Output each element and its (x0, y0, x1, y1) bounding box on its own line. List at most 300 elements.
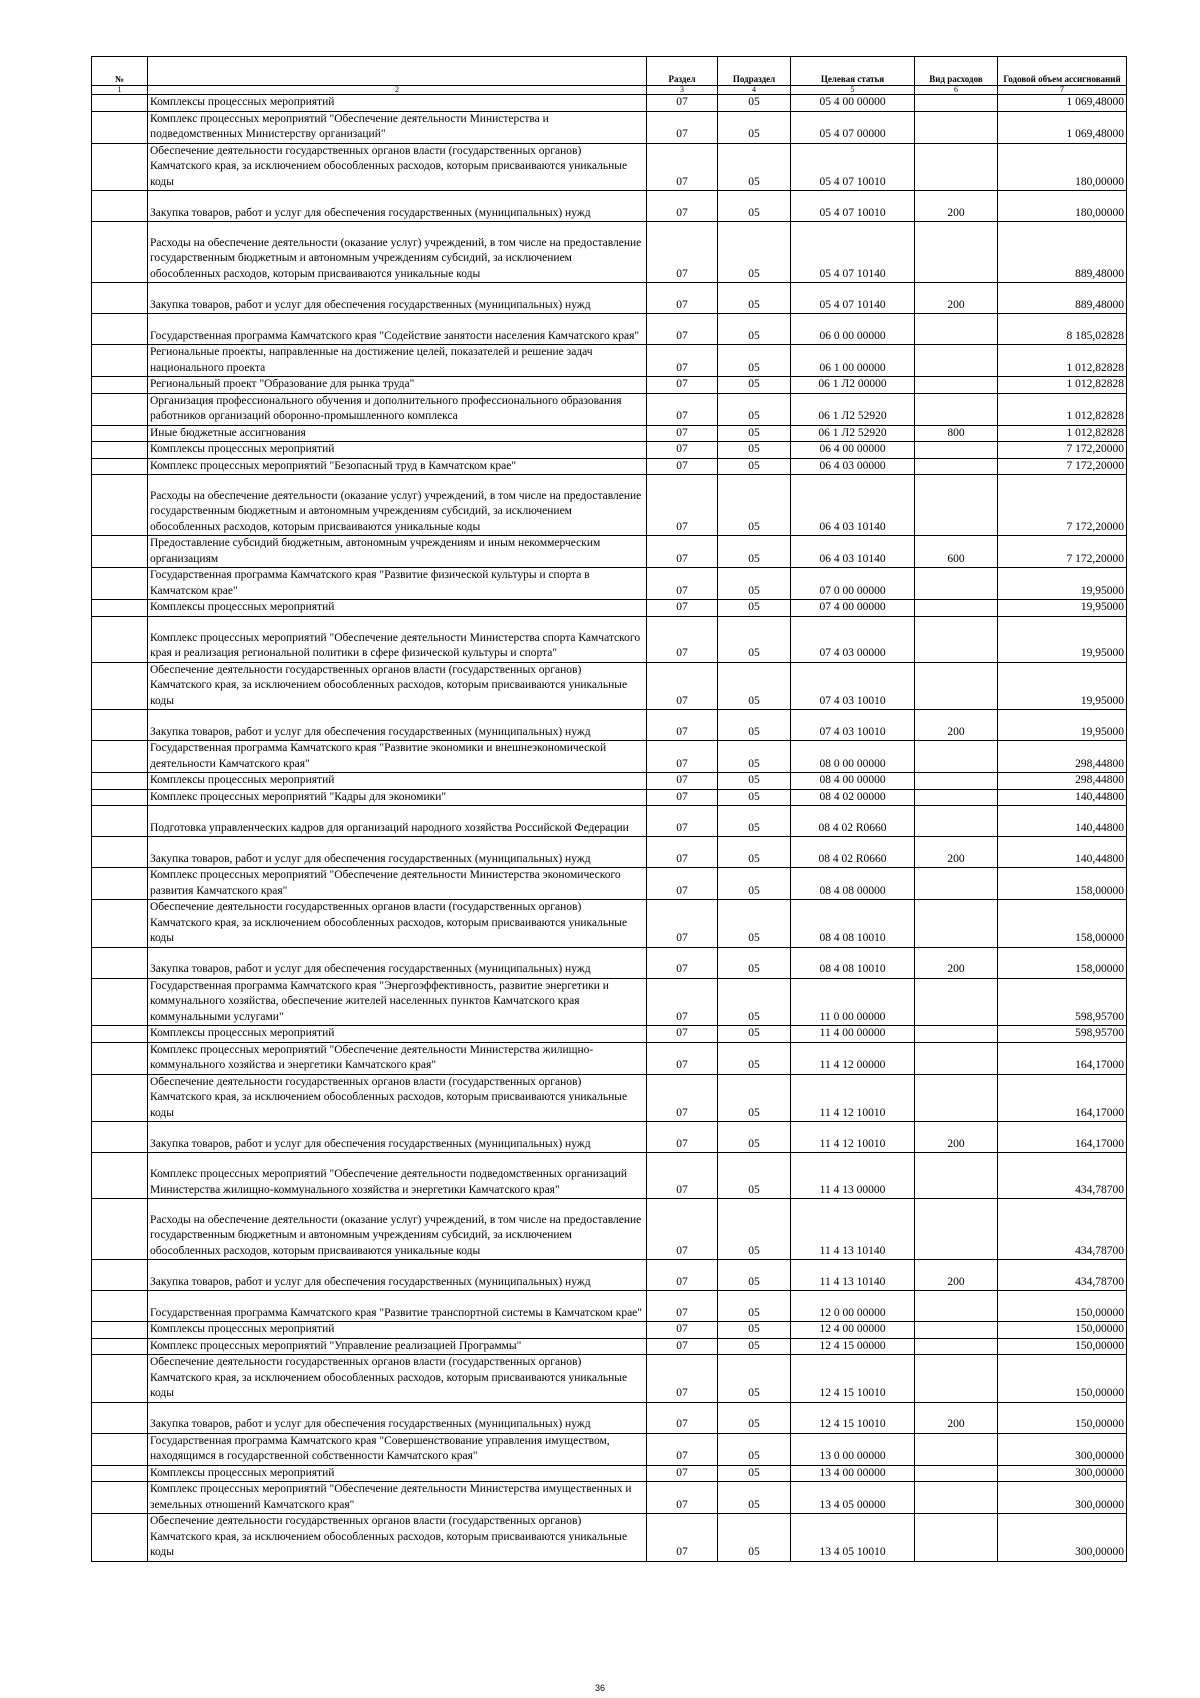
row-target-code: 06 0 00 00000 (791, 314, 915, 345)
table-row (92, 978, 1127, 1026)
row-target-code: 07 4 03 00000 (791, 616, 915, 662)
row-subsection: 05 (718, 1402, 791, 1433)
row-target-code: 08 4 08 10010 (791, 900, 915, 948)
row-number-cell (92, 475, 148, 536)
header-subsection: Подраздел (718, 57, 791, 86)
row-number-cell (92, 1042, 148, 1074)
row-number-cell (92, 536, 148, 568)
row-number-cell (92, 1465, 148, 1482)
row-amount: 889,48000 (998, 222, 1127, 283)
row-subsection: 05 (718, 806, 791, 837)
row-number-cell (92, 900, 148, 948)
table-row (92, 789, 1127, 806)
row-number-cell (92, 1074, 148, 1122)
row-expense-type (915, 662, 998, 710)
row-target-code: 11 4 13 10140 (791, 1199, 915, 1260)
row-name: Комплекс процессных мероприятий "Обеспечение деятельности Министерства имущественных и земельных отношений Камчатского края" (148, 1482, 647, 1514)
table-row (92, 1402, 1127, 1433)
row-expense-type (915, 1042, 998, 1074)
table-row (92, 314, 1127, 345)
row-expense-type (915, 789, 998, 806)
row-name: Обеспечение деятельности государственных органов власти (государственных органов) Камчатского края, за исключением обособленных расходов, которым присваиваются уникальные коды (148, 143, 647, 191)
row-amount: 598,95700 (998, 1026, 1127, 1043)
row-name: Расходы на обеспечение деятельности (оказание услуг) учреждений, в том числе на предоставление государственным бюджетным и автономным учреждениям субсидий, за исключением обособленных расходов, которым присваиваются уникальные коды (148, 222, 647, 283)
row-name: Закупка товаров, работ и услуг для обеспечения государственных (муниципальных) нужд (148, 1122, 647, 1153)
table-row (92, 458, 1127, 475)
row-target-code: 12 4 15 10010 (791, 1355, 915, 1403)
row-target-code: 05 4 07 10010 (791, 143, 915, 191)
row-section: 07 (647, 111, 718, 143)
row-name: Комплексы процессных мероприятий (148, 442, 647, 459)
row-expense-type (915, 1153, 998, 1199)
row-name: Комплексы процессных мероприятий (148, 95, 647, 112)
table-row (92, 806, 1127, 837)
row-subsection: 05 (718, 1482, 791, 1514)
table-row (92, 947, 1127, 978)
row-target-code: 06 1 00 00000 (791, 345, 915, 377)
row-target-code: 06 4 03 10140 (791, 536, 915, 568)
row-section: 07 (647, 345, 718, 377)
table-row (92, 1153, 1127, 1199)
header-amount: Годовой объем ассигнований (998, 57, 1127, 86)
row-section: 07 (647, 1402, 718, 1433)
row-name: Закупка товаров, работ и услуг для обеспечения государственных (муниципальных) нужд (148, 710, 647, 741)
row-target-code: 13 4 05 10010 (791, 1514, 915, 1562)
row-number-cell (92, 425, 148, 442)
row-expense-type (915, 143, 998, 191)
row-amount: 300,00000 (998, 1482, 1127, 1514)
row-amount: 7 172,20000 (998, 458, 1127, 475)
row-section: 07 (647, 1260, 718, 1291)
table-row (92, 837, 1127, 868)
table-row (92, 393, 1127, 425)
row-target-code: 11 4 13 10140 (791, 1260, 915, 1291)
row-subsection: 05 (718, 458, 791, 475)
table-row (92, 600, 1127, 617)
row-amount: 434,78700 (998, 1260, 1127, 1291)
row-expense-type (915, 806, 998, 837)
row-number-cell (92, 947, 148, 978)
row-amount: 19,95000 (998, 616, 1127, 662)
row-name: Закупка товаров, работ и услуг для обеспечения государственных (муниципальных) нужд (148, 1402, 647, 1433)
row-number-cell (92, 111, 148, 143)
row-expense-type: 200 (915, 837, 998, 868)
row-subsection: 05 (718, 837, 791, 868)
row-expense-type (915, 95, 998, 112)
row-number-cell (92, 1153, 148, 1199)
row-expense-type (915, 1514, 998, 1562)
row-subsection: 05 (718, 1355, 791, 1403)
row-amount: 1 012,82828 (998, 377, 1127, 394)
column-number: 6 (915, 86, 998, 95)
row-section: 07 (647, 741, 718, 773)
row-name: Организация профессионального обучения и дополнительного профессионального образования работников организаций оборонно-промышленного комплекса (148, 393, 647, 425)
table-row (92, 773, 1127, 790)
row-expense-type (915, 1199, 998, 1260)
row-number-cell (92, 143, 148, 191)
row-name: Комплексы процессных мероприятий (148, 1322, 647, 1339)
row-section: 07 (647, 1322, 718, 1339)
header-name (148, 57, 647, 86)
column-number: 4 (718, 86, 791, 95)
table-row (92, 1355, 1127, 1403)
row-section: 07 (647, 837, 718, 868)
row-name: Обеспечение деятельности государственных органов власти (государственных органов) Камчатского края, за исключением обособленных расходов, которым присваиваются уникальные коды (148, 662, 647, 710)
row-subsection: 05 (718, 1338, 791, 1355)
table-row (92, 1482, 1127, 1514)
table-row (92, 1465, 1127, 1482)
row-number-cell (92, 773, 148, 790)
row-subsection: 05 (718, 111, 791, 143)
row-amount: 7 172,20000 (998, 475, 1127, 536)
row-expense-type (915, 458, 998, 475)
row-section: 07 (647, 1482, 718, 1514)
row-target-code: 06 1 Л2 52920 (791, 425, 915, 442)
row-subsection: 05 (718, 1122, 791, 1153)
row-target-code: 06 1 Л2 00000 (791, 377, 915, 394)
row-subsection: 05 (718, 536, 791, 568)
row-section: 07 (647, 662, 718, 710)
row-expense-type: 200 (915, 191, 998, 222)
row-number-cell (92, 978, 148, 1026)
budget-table (91, 56, 1127, 1562)
row-number-cell (92, 1433, 148, 1465)
row-amount: 164,17000 (998, 1074, 1127, 1122)
row-number-cell (92, 710, 148, 741)
row-section: 07 (647, 1122, 718, 1153)
row-name: Предоставление субсидий бюджетным, автономным учреждениям и иным некоммерческим организациям (148, 536, 647, 568)
row-target-code: 12 0 00 00000 (791, 1291, 915, 1322)
row-target-code: 13 0 00 00000 (791, 1433, 915, 1465)
row-amount: 150,00000 (998, 1291, 1127, 1322)
row-target-code: 08 4 08 00000 (791, 868, 915, 900)
table-row (92, 1074, 1127, 1122)
row-expense-type (915, 600, 998, 617)
row-name: Обеспечение деятельности государственных органов власти (государственных органов) Камчатского края, за исключением обособленных расходов, которым присваиваются уникальные коды (148, 1074, 647, 1122)
row-name: Государственная программа Камчатского края "Развитие транспортной системы в Камчатском крае" (148, 1291, 647, 1322)
row-name: Иные бюджетные ассигнования (148, 425, 647, 442)
row-subsection: 05 (718, 1042, 791, 1074)
row-amount: 298,44800 (998, 773, 1127, 790)
row-name: Комплексы процессных мероприятий (148, 1465, 647, 1482)
row-section: 07 (647, 1153, 718, 1199)
row-section: 07 (647, 475, 718, 536)
row-section: 07 (647, 314, 718, 345)
row-name: Комплекс процессных мероприятий "Обеспечение деятельности Министерства и подведомственных Министерству организаций" (148, 111, 647, 143)
table-row (92, 283, 1127, 314)
row-subsection: 05 (718, 789, 791, 806)
row-number-cell (92, 1355, 148, 1403)
table-row (92, 95, 1127, 112)
row-number-cell (92, 868, 148, 900)
row-number-cell (92, 377, 148, 394)
row-expense-type: 200 (915, 283, 998, 314)
row-amount: 598,95700 (998, 978, 1127, 1026)
row-subsection: 05 (718, 191, 791, 222)
row-number-cell (92, 345, 148, 377)
row-expense-type (915, 1322, 998, 1339)
row-expense-type (915, 1465, 998, 1482)
row-expense-type (915, 978, 998, 1026)
row-section: 07 (647, 710, 718, 741)
row-number-cell (92, 393, 148, 425)
row-subsection: 05 (718, 425, 791, 442)
row-number-cell (92, 314, 148, 345)
row-target-code: 08 4 08 10010 (791, 947, 915, 978)
row-name: Государственная программа Камчатского края "Развитие экономики и внешнеэкономической деятельности Камчатского края" (148, 741, 647, 773)
row-target-code: 07 4 03 10010 (791, 662, 915, 710)
table-row (92, 1433, 1127, 1465)
row-subsection: 05 (718, 947, 791, 978)
row-amount: 140,44800 (998, 837, 1127, 868)
row-target-code: 06 4 03 10140 (791, 475, 915, 536)
row-name: Государственная программа Камчатского края "Содействие занятости населения Камчатского края" (148, 314, 647, 345)
row-expense-type (915, 111, 998, 143)
column-number: 2 (148, 86, 647, 95)
table-row (92, 1322, 1127, 1339)
row-target-code: 13 4 00 00000 (791, 1465, 915, 1482)
row-amount: 298,44800 (998, 741, 1127, 773)
row-amount: 164,17000 (998, 1042, 1127, 1074)
row-section: 07 (647, 616, 718, 662)
table-row (92, 741, 1127, 773)
row-section: 07 (647, 947, 718, 978)
table-row (92, 1042, 1127, 1074)
row-section: 07 (647, 1042, 718, 1074)
row-expense-type (915, 1074, 998, 1122)
table-row (92, 536, 1127, 568)
row-target-code: 08 0 00 00000 (791, 741, 915, 773)
row-section: 07 (647, 425, 718, 442)
row-section: 07 (647, 377, 718, 394)
row-name: Государственная программа Камчатского края "Совершенствование управления имуществом, находящимся в государственной собственности Камчатского края" (148, 1433, 647, 1465)
table-row (92, 442, 1127, 459)
row-expense-type: 600 (915, 536, 998, 568)
row-name: Закупка товаров, работ и услуг для обеспечения государственных (муниципальных) нужд (148, 947, 647, 978)
row-amount: 19,95000 (998, 710, 1127, 741)
row-target-code: 12 4 15 00000 (791, 1338, 915, 1355)
row-expense-type (915, 900, 998, 948)
table-row (92, 1514, 1127, 1562)
row-name: Региональный проект "Образование для рынка труда" (148, 377, 647, 394)
row-amount: 164,17000 (998, 1122, 1127, 1153)
row-section: 07 (647, 442, 718, 459)
table-body (92, 95, 1127, 1562)
row-section: 07 (647, 1074, 718, 1122)
row-amount: 158,00000 (998, 868, 1127, 900)
row-expense-type (915, 345, 998, 377)
row-subsection: 05 (718, 1291, 791, 1322)
column-number: 3 (647, 86, 718, 95)
row-section: 07 (647, 1026, 718, 1043)
row-subsection: 05 (718, 95, 791, 112)
row-section: 07 (647, 1291, 718, 1322)
table-row (92, 868, 1127, 900)
row-target-code: 05 4 07 10140 (791, 283, 915, 314)
table-row (92, 191, 1127, 222)
row-subsection: 05 (718, 1074, 791, 1122)
row-target-code: 12 4 00 00000 (791, 1322, 915, 1339)
row-name: Закупка товаров, работ и услуг для обеспечения государственных (муниципальных) нужд (148, 191, 647, 222)
row-section: 07 (647, 600, 718, 617)
row-number-cell (92, 662, 148, 710)
row-number-cell (92, 568, 148, 600)
row-section: 07 (647, 1514, 718, 1562)
row-name: Комплексы процессных мероприятий (148, 773, 647, 790)
row-section: 07 (647, 900, 718, 948)
row-target-code: 05 4 07 00000 (791, 111, 915, 143)
row-number-cell (92, 1026, 148, 1043)
table-row (92, 143, 1127, 191)
row-name: Комплекс процессных мероприятий "Обеспечение деятельности Министерства спорта Камчатского края и реализация региональной политики в сфере физической культуры и спорта" (148, 616, 647, 662)
row-amount: 1 012,82828 (998, 425, 1127, 442)
row-subsection: 05 (718, 1260, 791, 1291)
row-number-cell (92, 616, 148, 662)
row-subsection: 05 (718, 600, 791, 617)
table-row (92, 1122, 1127, 1153)
header-no: № (92, 57, 148, 86)
row-number-cell (92, 789, 148, 806)
row-section: 07 (647, 773, 718, 790)
row-number-cell (92, 1291, 148, 1322)
row-expense-type (915, 1026, 998, 1043)
row-section: 07 (647, 806, 718, 837)
row-expense-type (915, 1338, 998, 1355)
row-number-cell (92, 1199, 148, 1260)
page-number: 36 (594, 1683, 605, 1693)
row-name: Комплексы процессных мероприятий (148, 600, 647, 617)
row-target-code: 07 0 00 00000 (791, 568, 915, 600)
row-target-code: 11 4 12 10010 (791, 1074, 915, 1122)
row-name: Расходы на обеспечение деятельности (оказание услуг) учреждений, в том числе на предоставление государственным бюджетным и автономным учреждениям субсидий, за исключением обособленных расходов, которым присваиваются уникальные коды (148, 1199, 647, 1260)
row-name: Комплекс процессных мероприятий "Кадры для экономики" (148, 789, 647, 806)
row-section: 07 (647, 458, 718, 475)
row-name: Комплекс процессных мероприятий "Обеспечение деятельности Министерства экономического развития Камчатского края" (148, 868, 647, 900)
row-subsection: 05 (718, 475, 791, 536)
row-amount: 150,00000 (998, 1338, 1127, 1355)
header-expense-type: Вид расходов (915, 57, 998, 86)
table-row (92, 111, 1127, 143)
row-target-code: 11 0 00 00000 (791, 978, 915, 1026)
table-header-row (92, 57, 1127, 86)
column-number-row (92, 86, 1127, 95)
row-section: 07 (647, 1355, 718, 1403)
row-subsection: 05 (718, 1322, 791, 1339)
row-amount: 300,00000 (998, 1465, 1127, 1482)
row-name: Обеспечение деятельности государственных органов власти (государственных органов) Камчатского края, за исключением обособленных расходов, которым присваиваются уникальные коды (148, 1355, 647, 1403)
row-expense-type (915, 616, 998, 662)
row-target-code: 05 4 00 00000 (791, 95, 915, 112)
row-subsection: 05 (718, 900, 791, 948)
table-row (92, 900, 1127, 948)
row-amount: 150,00000 (998, 1355, 1127, 1403)
row-expense-type (915, 1482, 998, 1514)
row-number-cell (92, 1122, 148, 1153)
row-amount: 300,00000 (998, 1514, 1127, 1562)
table-row (92, 1026, 1127, 1043)
row-target-code: 06 4 03 00000 (791, 458, 915, 475)
table-row (92, 377, 1127, 394)
row-name: Комплексы процессных мероприятий (148, 1026, 647, 1043)
row-name: Комплекс процессных мероприятий "Безопасный труд в Камчатском крае" (148, 458, 647, 475)
row-subsection: 05 (718, 143, 791, 191)
row-section: 07 (647, 143, 718, 191)
row-expense-type: 200 (915, 1260, 998, 1291)
row-amount: 300,00000 (998, 1433, 1127, 1465)
row-expense-type: 200 (915, 1402, 998, 1433)
row-expense-type (915, 1291, 998, 1322)
row-amount: 1 069,48000 (998, 111, 1127, 143)
row-subsection: 05 (718, 1465, 791, 1482)
row-subsection: 05 (718, 710, 791, 741)
row-amount: 1 012,82828 (998, 393, 1127, 425)
row-number-cell (92, 1402, 148, 1433)
row-expense-type (915, 393, 998, 425)
row-amount: 434,78700 (998, 1199, 1127, 1260)
row-section: 07 (647, 789, 718, 806)
row-subsection: 05 (718, 773, 791, 790)
row-expense-type (915, 773, 998, 790)
row-target-code: 08 4 02 R0660 (791, 806, 915, 837)
row-target-code: 08 4 00 00000 (791, 773, 915, 790)
column-number: 5 (791, 86, 915, 95)
row-expense-type: 200 (915, 947, 998, 978)
row-subsection: 05 (718, 1199, 791, 1260)
row-expense-type: 800 (915, 425, 998, 442)
row-section: 07 (647, 536, 718, 568)
row-amount: 7 172,20000 (998, 536, 1127, 568)
row-target-code: 11 4 12 10010 (791, 1122, 915, 1153)
row-name: Подготовка управленческих кадров для организаций народного хозяйства Российской Федерации (148, 806, 647, 837)
row-name: Комплекс процессных мероприятий "Обеспечение деятельности Министерства жилищно-коммунального хозяйства и энергетики Камчатского края" (148, 1042, 647, 1074)
row-expense-type (915, 1433, 998, 1465)
row-expense-type (915, 442, 998, 459)
row-amount: 180,00000 (998, 191, 1127, 222)
row-amount: 158,00000 (998, 947, 1127, 978)
table-row (92, 1199, 1127, 1260)
row-target-code: 12 4 15 10010 (791, 1402, 915, 1433)
table-row (92, 345, 1127, 377)
row-name: Государственная программа Камчатского края "Энергоэффективность, развитие энергетики и коммунального хозяйства, обеспечение жителей населенных пунктов Камчатского края коммунальными услугами" (148, 978, 647, 1026)
row-number-cell (92, 1482, 148, 1514)
row-name: Закупка товаров, работ и услуг для обеспечения государственных (муниципальных) нужд (148, 283, 647, 314)
row-subsection: 05 (718, 662, 791, 710)
row-target-code: 05 4 07 10010 (791, 191, 915, 222)
row-number-cell (92, 95, 148, 112)
row-number-cell (92, 1322, 148, 1339)
row-number-cell (92, 741, 148, 773)
row-subsection: 05 (718, 283, 791, 314)
row-target-code: 11 4 00 00000 (791, 1026, 915, 1043)
header-target: Целевая статья (791, 57, 915, 86)
column-number: 7 (998, 86, 1127, 95)
row-section: 07 (647, 978, 718, 1026)
row-amount: 150,00000 (998, 1322, 1127, 1339)
row-number-cell (92, 458, 148, 475)
row-number-cell (92, 442, 148, 459)
row-subsection: 05 (718, 393, 791, 425)
row-amount: 150,00000 (998, 1402, 1127, 1433)
row-subsection: 05 (718, 345, 791, 377)
row-number-cell (92, 1514, 148, 1562)
row-subsection: 05 (718, 1026, 791, 1043)
row-amount: 140,44800 (998, 806, 1127, 837)
row-name: Региональные проекты, направленные на достижение целей, показателей и решение задач национального проекта (148, 345, 647, 377)
row-expense-type: 200 (915, 710, 998, 741)
row-amount: 1 012,82828 (998, 345, 1127, 377)
row-expense-type (915, 314, 998, 345)
table-row (92, 662, 1127, 710)
